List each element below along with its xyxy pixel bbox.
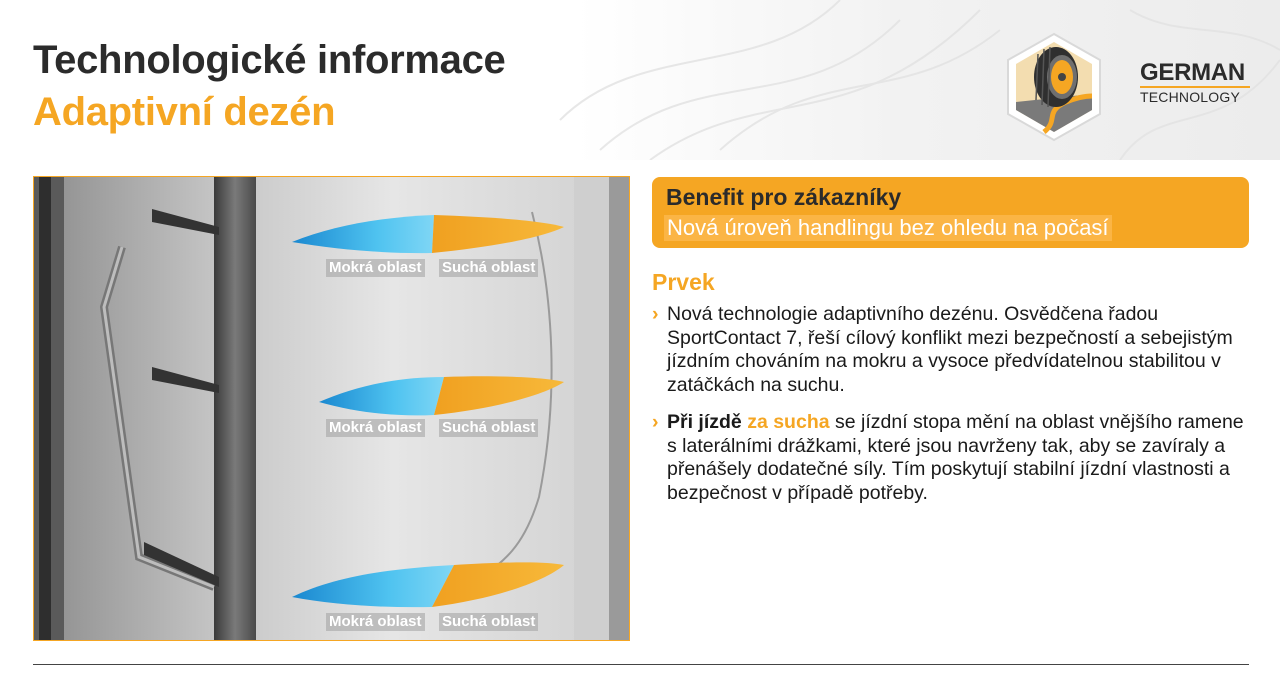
- benefit-title: Benefit pro zákazníky: [666, 184, 902, 210]
- brand-main-text: GERMAN: [1140, 59, 1245, 86]
- bullet-1-text: Nová technologie adaptivního dezénu. Osvědčena řadou SportContact 7, řeší cílový konflikt mezi bezpečností a sebejistým jízdním chováním na mokru a vysoce předvídatelnou stabilitou v zatáčkách na suchu.: [667, 303, 1233, 396]
- zone-labels-3: [34, 613, 630, 631]
- tread-pattern-image: [33, 176, 630, 641]
- dry-zone-label: Suchá oblast: [439, 259, 538, 277]
- bullet-2-text: [667, 411, 1247, 505]
- page-title: Technologické informace: [33, 38, 506, 82]
- benefit-box: [652, 177, 1249, 248]
- feature-title: Prvek: [652, 269, 715, 295]
- dry-zone-label: Suchá oblast: [439, 419, 538, 437]
- benefit-text: Nová úroveň handlingu bez ohledu na počasí: [664, 215, 1112, 241]
- brand-divider: [1140, 86, 1250, 88]
- chevron-right-icon: ›: [652, 303, 659, 325]
- wet-zone-label: Mokrá oblast: [326, 419, 425, 437]
- zone-labels-2: [34, 419, 630, 437]
- bullet-2-bold: Při jízdě: [667, 411, 742, 433]
- german-technology-logo: [1140, 60, 1252, 105]
- zone-labels-1: [34, 259, 630, 277]
- brand-sub-text: TECHNOLOGY: [1140, 89, 1241, 105]
- bullet-2-accent: za sucha: [747, 411, 830, 433]
- tire-road-icon: [1004, 32, 1104, 142]
- page-subtitle: Adaptivní dezén: [33, 90, 336, 134]
- wet-zone-label: Mokrá oblast: [326, 613, 425, 631]
- tread-illustration: [34, 177, 630, 641]
- footer-divider: [33, 664, 1249, 665]
- wet-zone-label: Mokrá oblast: [326, 259, 425, 277]
- dry-zone-label: Suchá oblast: [439, 613, 538, 631]
- chevron-right-icon: ›: [652, 411, 659, 433]
- bullet-2-rest: se jízdní stopa mění na oblast vnějšího ramene s laterálními drážkami, které jsou navrženy tak, aby se zavíraly a přenášely dodatečné síly. Tím poskytují stabilní jízdní vlastnosti a bezpečnost v případě potřeby.: [667, 411, 1244, 504]
